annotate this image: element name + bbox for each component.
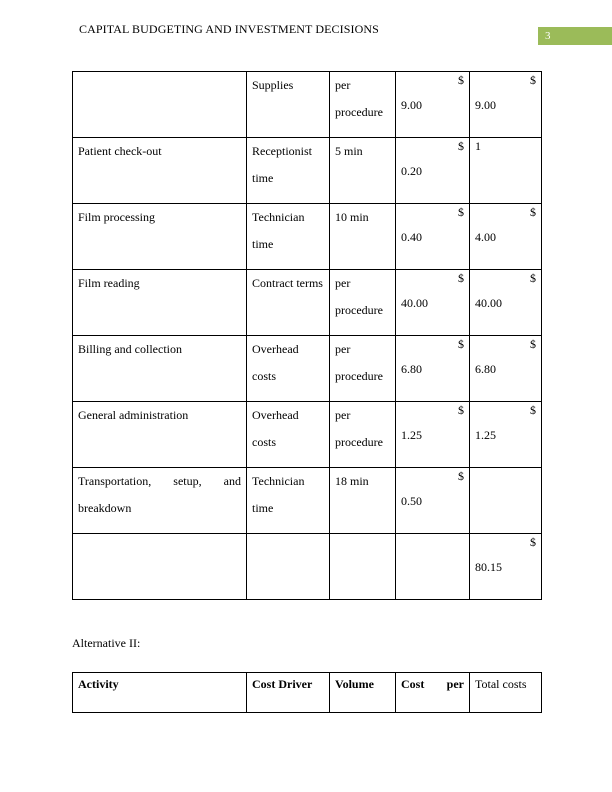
cost-driver-cell: Technician time	[247, 204, 330, 270]
amount-value: 4.00	[475, 230, 496, 244]
cost-per-cell	[396, 138, 470, 204]
amount-value: 1	[475, 139, 481, 153]
table-row	[73, 138, 542, 204]
currency-symbol: $	[458, 403, 464, 417]
page-number: 3	[538, 27, 612, 45]
cost-per-cell	[396, 534, 470, 600]
currency-symbol: $	[530, 403, 536, 417]
table-row	[73, 402, 542, 468]
volume-cell: 18 min	[330, 468, 396, 534]
amount-value	[475, 469, 536, 473]
cost-per-cell	[396, 270, 470, 336]
activity-cell: Transportation, setup, and breakdown	[73, 468, 247, 534]
cost-table-body	[73, 72, 542, 600]
currency-symbol: $	[530, 271, 536, 285]
amount-value: 6.80	[475, 362, 496, 376]
cost-per-cell	[396, 468, 470, 534]
total-cost-cell	[470, 204, 542, 270]
amount-value	[401, 535, 464, 539]
total-cost-cell	[470, 534, 542, 600]
amount-value: 9.00	[475, 98, 496, 112]
amount-value: 0.20	[401, 164, 422, 178]
activity-cell: General administration	[73, 402, 247, 468]
cost-per-cell	[396, 402, 470, 468]
volume-cell: 5 min	[330, 138, 396, 204]
amount-value: 40.00	[475, 296, 502, 310]
header-cost-per: Cost per	[396, 673, 470, 713]
cost-driver-cell: Supplies	[247, 72, 330, 138]
currency-symbol: $	[530, 535, 536, 549]
amount-value: 1.25	[401, 428, 422, 442]
volume-cell: per procedure	[330, 336, 396, 402]
currency-symbol: $	[458, 469, 464, 483]
table-row	[73, 336, 542, 402]
header-volume: Volume	[330, 673, 396, 713]
volume-cell	[330, 534, 396, 600]
cost-per-cell	[396, 72, 470, 138]
table-row	[73, 204, 542, 270]
total-cost-cell	[470, 72, 542, 138]
cost-table-alternative-i	[72, 71, 542, 600]
activity-cell: Patient check-out	[73, 138, 247, 204]
table-row	[73, 270, 542, 336]
currency-symbol: $	[530, 337, 536, 351]
activity-cell: Film reading	[73, 270, 247, 336]
amount-value: 80.15	[475, 560, 502, 574]
total-cost-cell	[470, 138, 542, 204]
total-cost-cell	[470, 402, 542, 468]
volume-cell: 10 min	[330, 204, 396, 270]
header-total-costs: Total costs	[470, 673, 542, 713]
cost-per-cell	[396, 336, 470, 402]
running-head: CAPITAL BUDGETING AND INVESTMENT DECISIONS	[79, 22, 379, 36]
amount-value: 1.25	[475, 428, 496, 442]
cost-driver-cell: Overhead costs	[247, 402, 330, 468]
table-header-row	[73, 673, 542, 713]
header-cost-driver: Cost Driver	[247, 673, 330, 713]
currency-symbol: $	[458, 271, 464, 285]
currency-symbol: $	[530, 205, 536, 219]
currency-symbol: $	[458, 337, 464, 351]
amount-value: 0.50	[401, 494, 422, 508]
cost-table-alternative-ii	[72, 672, 542, 713]
table-row	[73, 72, 542, 138]
total-cost-cell	[470, 270, 542, 336]
activity-cell	[73, 534, 247, 600]
table-row	[73, 534, 542, 600]
cost-driver-cell: Receptionist time	[247, 138, 330, 204]
cost-driver-cell: Contract terms	[247, 270, 330, 336]
cost-driver-cell	[247, 534, 330, 600]
activity-cell: Billing and collection	[73, 336, 247, 402]
header-activity: Activity	[73, 673, 247, 713]
amount-value: 40.00	[401, 296, 428, 310]
amount-value: 6.80	[401, 362, 422, 376]
volume-cell: per procedure	[330, 270, 396, 336]
total-cost-cell	[470, 336, 542, 402]
amount-value: 9.00	[401, 98, 422, 112]
cost-driver-cell: Technician time	[247, 468, 330, 534]
activity-cell: Film processing	[73, 204, 247, 270]
currency-symbol: $	[458, 73, 464, 87]
currency-symbol: $	[458, 205, 464, 219]
currency-symbol: $	[530, 73, 536, 87]
volume-cell: per procedure	[330, 402, 396, 468]
volume-cell: per procedure	[330, 72, 396, 138]
currency-symbol: $	[458, 139, 464, 153]
table-row	[73, 468, 542, 534]
cost-driver-cell: Overhead costs	[247, 336, 330, 402]
total-cost-cell	[470, 468, 542, 534]
amount-value: 0.40	[401, 230, 422, 244]
activity-cell	[73, 72, 247, 138]
cost-per-cell	[396, 204, 470, 270]
alternative-heading: Alternative II:	[72, 636, 141, 650]
